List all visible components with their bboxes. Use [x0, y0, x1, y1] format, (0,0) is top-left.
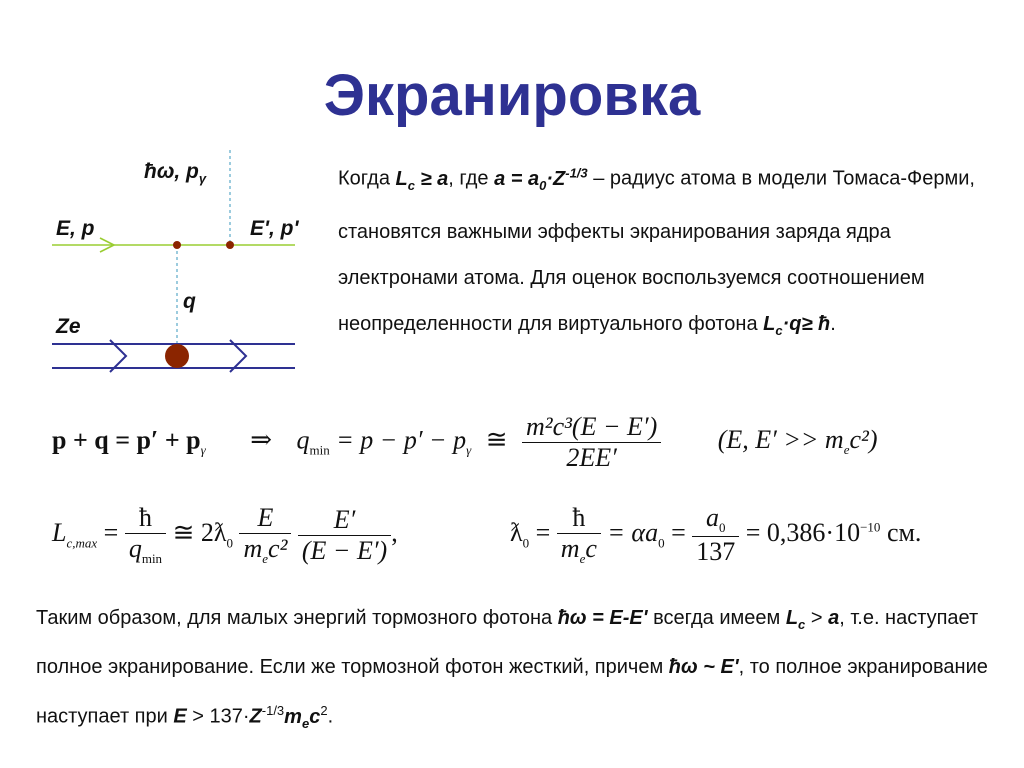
vertex-2	[226, 241, 234, 249]
feynman-diagram	[40, 140, 320, 390]
vertex-1	[173, 241, 181, 249]
incoming-electron-label: E, p	[56, 217, 95, 240]
nucleus-label: Ze	[56, 315, 81, 338]
outgoing-electron-label: E', p'	[250, 217, 299, 240]
slide-title: Экранировка	[323, 63, 701, 128]
photon-label: ħω, $p_\gamma$	[144, 160, 207, 187]
nucleus	[165, 344, 189, 368]
formula-screening-length: $L_{c,max}$ = $\frac{ħ}{q_{min}}$ ≅ $2ƛ_0$ $\frac{E}{m_ec^2}$ $\frac{E'}{(E - E')}$ ,	[52, 503, 398, 567]
formula-momentum: $p + q = p' + p_\gamma$ ⇒ $q_{min} = p - p' - p_\gamma$ ≅ $\frac{\text{m²c³(E − E′)}}{2EE'}$ (E, $E' >> m_ec^2$)	[52, 412, 878, 472]
conclusion-paragraph: Таким образом, для малых энергий тормозного фотона ħω = E-E' всегда имеем $L_c > a$, т.е. наступает полное экранирование. Если же тормозной фотон жесткий, причем ħω ~ E', то полное экранирование наступает при $E > 137\cdot Z^{-1/3}m_ec^2$.	[36, 607, 988, 731]
intro-paragraph: Когда $L_c \ge a$, где $a = a_0\cdot Z^{-1/3}$ – радиус атома в модели Томаса-Ферми, становятся важными эффекты экранирования заряда ядра электронами атома. Для оценок воспользуемся соотношением неопределенности для виртуального фотона $L_c\cdot q\ge$ ħ.	[338, 165, 975, 338]
formula-compton-length: $ƛ_0$ = $\frac{ħ}{m_ec}$ = $\alpha a_0$ = $\frac{a_0}{137}$ = $0,386\cdot 10^{-10}$ см.	[510, 503, 922, 567]
virtual-photon-label: q	[183, 290, 196, 313]
